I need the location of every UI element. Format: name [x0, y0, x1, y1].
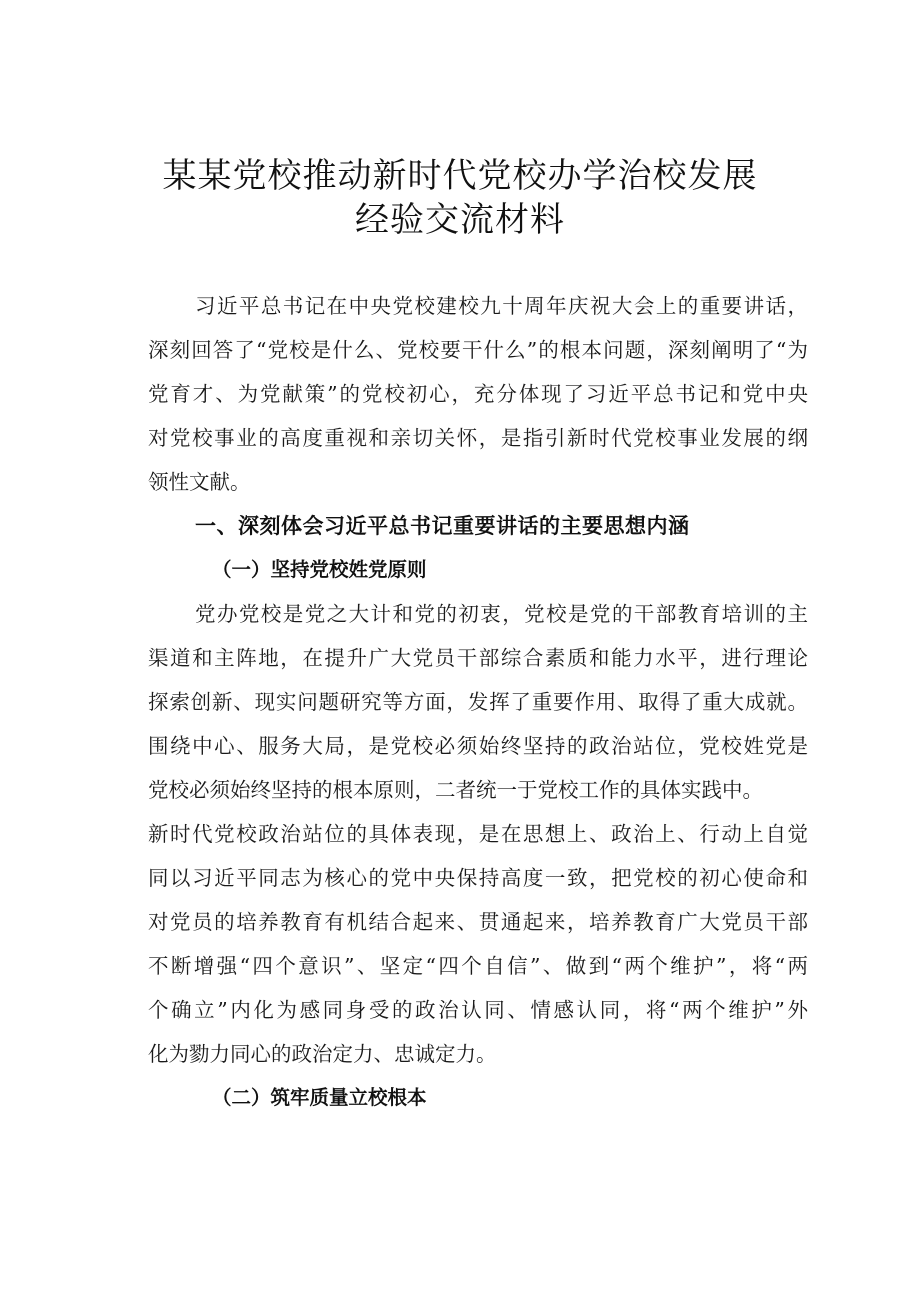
body-line: 渠道和主阵地，在提升广大党员干部综合素质和能力水平，进行理论 [148, 646, 808, 670]
document-title-line-1: 某某党校推动新时代党校办学治校发展 [162, 156, 758, 196]
intro-line: 党育才、为党献策”的党校初心，充分体现了习近平总书记和党中央 [148, 382, 808, 406]
body-line: 新时代党校政治站位的具体表现，是在思想上、政治上、行动上自觉 [148, 822, 808, 846]
body-line: 化为勠力同心的政治定力、忠诚定力。 [148, 1042, 497, 1066]
body-line: 围绕中心、服务大局，是党校必须始终坚持的政治站位，党校姓党是 [148, 734, 808, 758]
intro-line: 习近平总书记在中央党校建校九十周年庆祝大会上的重要讲话， [195, 294, 808, 318]
body-line: 对党员的培养教育有机结合起来、贯通起来，培养教育广大党员干部 [148, 910, 808, 934]
body-line: 同以习近平同志为核心的党中央保持高度一致，把党校的初心使命和 [148, 866, 808, 890]
intro-line: 对党校事业的高度重视和亲切关怀，是指引新时代党校事业发展的纲 [148, 426, 808, 450]
intro-line: 领性文献。 [148, 470, 251, 494]
body-line: 探索创新、现实问题研究等方面，发挥了重要作用、取得了重大成就。 [148, 690, 808, 714]
body-line: 不断增强“四个意识”、坚定“四个自信”、做到“两个维护”，将“两 [148, 954, 808, 978]
body-line: 个确立”内化为感同身受的政治认同、情感认同，将“两个维护”外 [148, 998, 808, 1022]
subsection-2-heading: （二）筑牢质量立校根本 [212, 1086, 427, 1109]
document-title-line-2: 经验交流材料 [355, 200, 565, 240]
section-1-heading: 一、深刻体会习近平总书记重要讲话的主要思想内涵 [195, 514, 690, 538]
subsection-1-heading: （一）坚持党校姓党原则 [212, 558, 427, 581]
body-line: 党校必须始终坚持的根本原则，二者统一于党校工作的具体实践中。 [148, 778, 763, 802]
intro-line: 深刻回答了“党校是什么、党校要干什么”的根本问题，深刻阐明了“为 [148, 338, 808, 362]
body-line: 党办党校是党之大计和党的初衷，党校是党的干部教育培训的主 [195, 602, 808, 626]
